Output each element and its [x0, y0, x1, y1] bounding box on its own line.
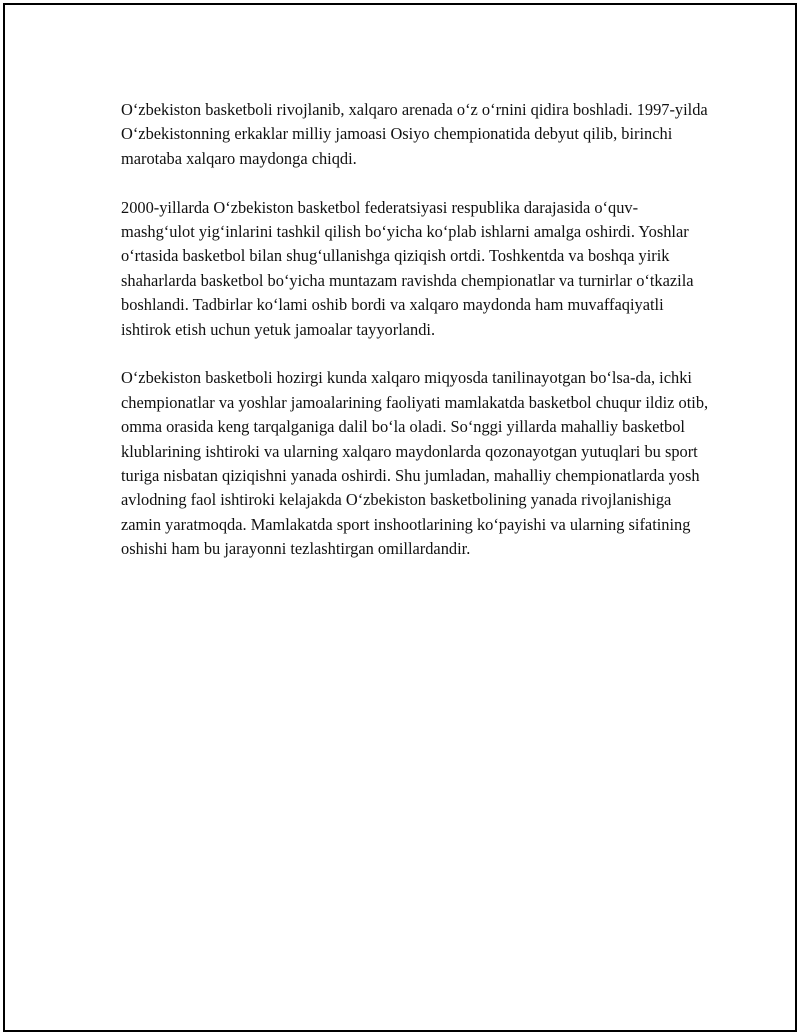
- paragraph-2: 2000-yillarda O‘zbekiston basketbol federatsiyasi respublika darajasida o‘quv-mashg‘ulot yig‘inlarini tashkil qilish bo‘yicha ko‘plab ishlarni amalga oshirdi. Yoshlar o‘rtasida basketbol bilan shug‘ullanishga qiziqish ortdi. Toshkentda va boshqa yirik shaharlarda basketbol bo‘yicha muntazam ravishda chempionatlar va turnirlar o‘tkazila boshlandi. Tadbirlar ko‘lami oshib bordi va xalqaro maydonda ham muvaffaqiyatli ishtirok etish uchun yetuk jamoalar tayyorlandi.: [121, 197, 694, 339]
- paragraph-3: O‘zbekiston basketboli hozirgi kunda xalqaro miqyosda tanilinayotgan bo‘lsa-da, ichki chempionatlar va yoshlar jamoalarining faoliyati mamlakatda basketbol chuqur ildiz otib, omma orasida keng tarqalganiga dalil bo‘la oladi. So‘nggi yillarda mahalliy basketbol klublarining ishtiroki va ularning xalqaro maydonlarda qozonayotgan yutuqlari bu sport turiga nisbatan qiziqishni yanada oshirdi. Shu jumladan, mahalliy chempionatlarda yosh avlodning faol ishtiroki kelajakda O‘zbekiston basketbolining yanada rivojlanishiga zamin yaratmoqda. Mamlakatda sport inshootlarining ko‘payishi va ularning sifatining oshishi ham bu jarayonni tezlashtirgan omillardandir.: [121, 368, 709, 559]
- page-frame: [3, 3, 797, 1032]
- paragraph-1: O‘zbekiston basketboli rivojlanib, xalqaro arenada o‘z o‘rnini qidira boshladi. 1997-yilda O‘zbekistonning erkaklar milliy jamoasi Osiyo chempionatida debyut qilib, birinchi marotaba xalqaro maydonga chiqdi.: [121, 100, 708, 168]
- document-body: [121, 98, 711, 562]
